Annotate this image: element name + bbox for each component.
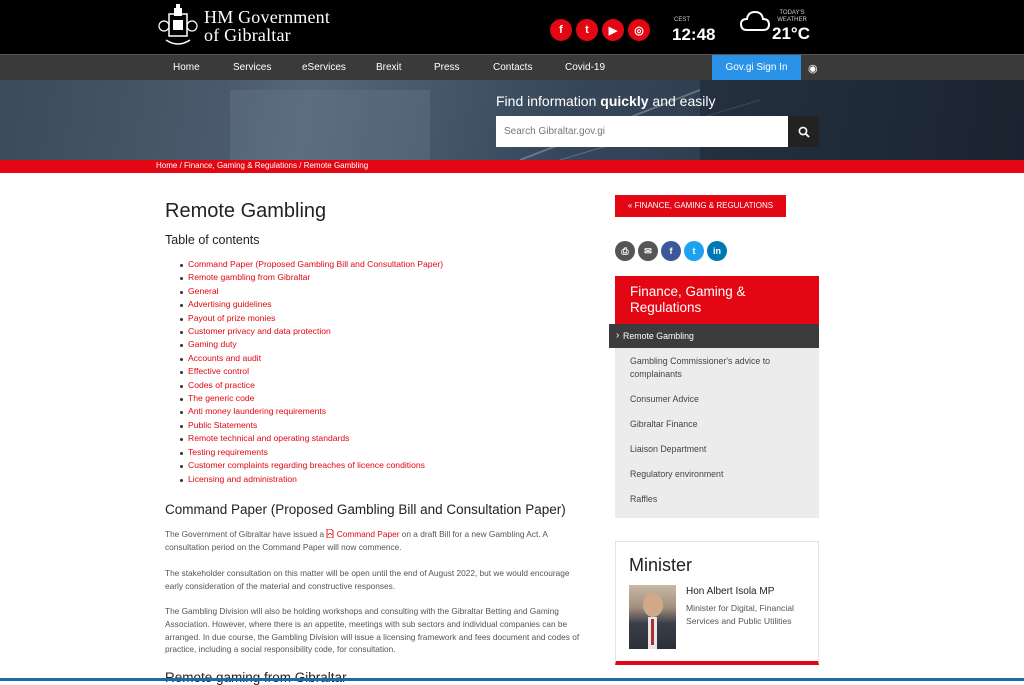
twitter-icon[interactable]: t	[576, 19, 598, 41]
toc-link[interactable]: Licensing and administration	[188, 473, 297, 484]
menu-item[interactable]: Consumer Advice	[630, 394, 699, 404]
toc-link[interactable]: Testing requirements	[188, 446, 268, 457]
toc-item	[177, 419, 443, 432]
menu-item[interactable]: Gibraltar Finance	[630, 419, 698, 429]
toc-link[interactable]: Advertising guidelines	[188, 299, 272, 310]
toc-link[interactable]: Command Paper (Proposed Gambling Bill and Consultation Paper)	[188, 259, 444, 269]
menu-item[interactable]: Raffles	[630, 494, 658, 504]
toc-link[interactable]: Public Statements	[188, 419, 258, 430]
toc-item	[177, 379, 443, 392]
nav-press[interactable]: Press	[434, 62, 460, 73]
toc-link[interactable]: General	[188, 285, 219, 296]
eye-icon[interactable]: ◉	[808, 63, 818, 75]
email-icon[interactable]: ✉	[638, 241, 658, 261]
menu-item[interactable]: Regulatory environment	[630, 469, 724, 479]
toc-title: Table of contents	[165, 233, 260, 247]
minister-photo[interactable]	[629, 585, 676, 649]
nav-home[interactable]: Home	[173, 62, 200, 73]
logo-line2: of Gibraltar	[204, 25, 291, 45]
minister-name[interactable]: Hon Albert Isola MP	[686, 586, 775, 597]
twitter-share-icon[interactable]: t	[684, 241, 704, 261]
toc-item	[177, 298, 443, 311]
toc-item	[177, 459, 443, 472]
command-paper-link[interactable]: Command Paper	[336, 529, 400, 539]
toc-link[interactable]: Remote technical and operating standards	[188, 433, 350, 444]
pdf-icon	[326, 529, 334, 538]
facebook-share-icon[interactable]: f	[661, 241, 681, 261]
table-of-contents	[177, 258, 443, 486]
toc-item	[177, 432, 443, 445]
menu-item[interactable]: Liaison Department	[630, 444, 707, 454]
toc-item	[177, 405, 443, 418]
social-links	[550, 19, 650, 41]
toc-link[interactable]: Customer complaints regarding breaches of licence conditions	[188, 460, 425, 471]
nav-contacts[interactable]: Contacts	[493, 62, 533, 73]
toc-link[interactable]: Gaming duty	[188, 339, 237, 350]
timezone-label: CEST	[674, 17, 691, 23]
toc-item	[177, 285, 443, 298]
main-nav	[0, 54, 1024, 80]
menu-item[interactable]: Gambling Commissioner's advice to complainants	[630, 356, 771, 379]
print-icon[interactable]: ⎙	[615, 241, 635, 261]
youtube-icon[interactable]: ▶	[602, 19, 624, 41]
instagram-icon[interactable]: ◎	[628, 19, 650, 41]
nav-services[interactable]: Services	[233, 62, 272, 73]
search-button[interactable]	[788, 116, 819, 147]
temperature-value: 21°C	[772, 24, 810, 43]
facebook-icon[interactable]: f	[550, 19, 572, 41]
breadcrumb-bar	[0, 160, 1024, 173]
section-title: Command Paper (Proposed Gambling Bill and Consultation Paper)	[165, 502, 566, 517]
toc-item	[177, 338, 443, 351]
logo-text	[204, 8, 330, 44]
back-to-section-button[interactable]: « FINANCE, GAMING & REGULATIONS	[615, 195, 786, 217]
toc-link[interactable]: Payout of prize monies	[188, 312, 276, 323]
breadcrumb-current[interactable]: Remote Gambling	[303, 161, 369, 170]
toc-item	[177, 258, 443, 271]
search-icon	[798, 126, 810, 138]
hero-banner	[0, 80, 1024, 160]
section-menu-title: Finance, Gaming & Regulations	[615, 276, 819, 324]
toc-link[interactable]: The generic code	[188, 393, 255, 404]
paragraph-3: The Gambling Division will also be holding workshops and consulting with the Gibraltar Betting and Gaming Association. However, where there is an appetite, meetings with sub sectors and individual companies can be arranged. In due course, the Gambling Division will issue a licensing framework and fees document and codes of practice, including a social responsibility code, for consultation.	[165, 606, 580, 655]
nav-brexit[interactable]: Brexit	[376, 62, 402, 73]
minister-card	[615, 541, 819, 665]
cloud-icon	[740, 10, 770, 32]
toc-item	[177, 325, 443, 338]
minister-role: Minister for Digital, Financial Services and Public Utilities	[686, 603, 794, 626]
time-value: 12:48	[672, 25, 716, 44]
weather-label: TODAY'S WEATHER	[777, 10, 807, 23]
toc-item	[177, 312, 443, 325]
sign-in-button[interactable]: Gov.gi Sign In	[712, 55, 801, 81]
toc-item	[177, 365, 443, 378]
toc-link[interactable]: Anti money laundering requirements	[188, 406, 327, 417]
breadcrumb: Home / Finance, Gaming & Regulations / Remote Gambling	[156, 161, 369, 170]
page-title: Remote Gambling	[165, 200, 327, 222]
minister-heading: Minister	[629, 555, 693, 575]
hero-title: Find information quickly and easily	[496, 93, 716, 109]
breadcrumb-finance[interactable]: Finance, Gaming & Regulations	[184, 161, 297, 170]
share-bar	[615, 241, 727, 261]
crest-icon	[158, 2, 198, 50]
toc-item	[177, 352, 443, 365]
toc-link[interactable]: Remote gambling from Gibraltar	[188, 272, 311, 283]
paragraph-1: The Government of Gibraltar have issued a Command Paper on a draft Bill for a new Gambling Act. A consultation period on the Command Paper will now commence.	[165, 529, 548, 552]
menu-item-remote-gambling[interactable]: › Remote Gambling	[609, 324, 819, 348]
section-menu	[615, 324, 819, 518]
toc-link[interactable]: Effective control	[188, 366, 249, 377]
toc-link[interactable]: Customer privacy and data protection	[188, 326, 331, 337]
toc-link[interactable]: Accounts and audit	[188, 352, 262, 363]
nav-covid19[interactable]: Covid-19	[565, 62, 606, 73]
toc-item	[177, 446, 443, 459]
toc-item	[177, 271, 443, 284]
toc-item	[177, 392, 443, 405]
search-input[interactable]	[496, 116, 788, 147]
paragraph-2: The stakeholder consultation on this matter will be open until the end of August 2022, but we would encourage early consideration of the material and constructive responses.	[165, 568, 570, 591]
breadcrumb-home[interactable]: Home	[156, 161, 178, 170]
site-logo[interactable]	[158, 2, 330, 50]
linkedin-share-icon[interactable]: in	[707, 241, 727, 261]
top-bar	[0, 0, 1024, 54]
toc-link[interactable]: Codes of practice	[188, 379, 255, 390]
logo-line1: HM Government	[204, 7, 331, 27]
toc-item	[177, 473, 443, 486]
nav-eservices[interactable]: eServices	[302, 62, 346, 73]
